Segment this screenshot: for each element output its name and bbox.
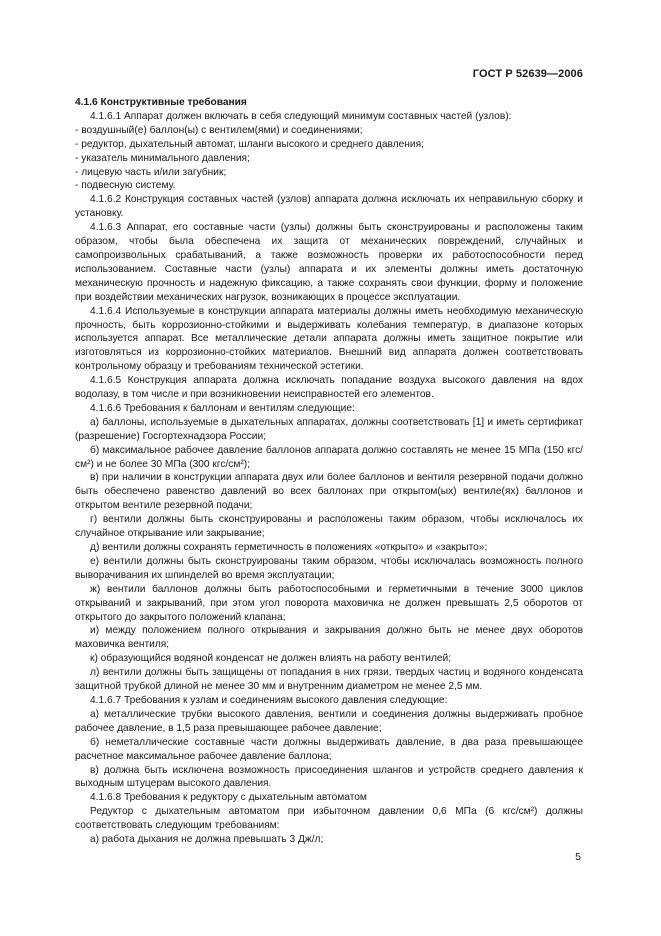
list-item: - указатель минимального давления; bbox=[75, 152, 250, 164]
list-item: - воздушный(е) баллон(ы) с вентилем(ями) и соединениями; bbox=[75, 124, 363, 136]
paragraph: 4.1.6.4 Используемые в конструкции аппарата материалы должны иметь необходимую механическую прочность, быть коррозионно-стойкими и выдерживать колебания температур, в диапазоне которых используется аппарат. Все металлические детали аппарата должны иметь защитное покрытие или изготовляться из коррозионно-стойких материалов. Внешний вид аппарата должен соответствовать контрольному образцу и требованиям технической эстетики. bbox=[75, 305, 583, 373]
paragraph: б) максимальное рабочее давление баллонов аппарата должно составлять не менее 15 МПа (150 кгс/см²) и не более 30 МПа (300 кгс/см²); bbox=[75, 444, 583, 470]
paragraph: б) неметаллические составные части должны выдерживать давление, в два раза превышающее расчетное максимальное рабочее давление баллона; bbox=[75, 736, 583, 762]
paragraph: 4.1.6.8 Требования к редуктору с дыхательным автоматом bbox=[90, 792, 367, 804]
paragraph: 4.1.6.6 Требования к баллонам и вентилям следующие: bbox=[90, 402, 355, 414]
paragraph: 4.1.6.2 Конструкция составных частей (узлов) аппарата должна исключать их неправильную сборку и установку. bbox=[75, 194, 583, 220]
paragraph: 4.1.6.5 Конструкция аппарата должна исключать попадание воздуха высокого давления на вдох водолазу, в том числе и при возникновении неисправностей его элементов. bbox=[75, 375, 583, 401]
paragraph: г) вентили должны быть сконструированы и расположены таким образом, чтобы исключалось их случайное открывание или закрывание; bbox=[75, 514, 583, 540]
paragraph: д) вентили должны сохранять герметичность в положениях «открыто» и «закрыто»; bbox=[90, 542, 488, 553]
standard-code-header: ГОСТ Р 52639—2006 bbox=[472, 68, 583, 80]
paragraph: в) при наличии в конструкции аппарата двух или более баллонов и вентиля резервной подачи должно быть обеспечено равенство давлений во всех баллонах при открытом(ых) вентиле(ях) баллонов и открытом вентиле резервной подачи; bbox=[75, 472, 583, 512]
paragraph: 4.1.6.7 Требования к узлам и соединениям высокого давления следующие: bbox=[90, 694, 448, 706]
paragraph: к) образующийся водяной конденсат не должен влиять на работу вентилей; bbox=[90, 653, 452, 665]
paragraph: в) должна быть исключена возможность присоединения шлангов и устройств среднего давления к выходным штуцерам высокого давления. bbox=[75, 764, 583, 790]
paragraph: 4.1.6.3 Аппарат, его составные части (узлы) должны быть сконструированы и расположены таким образом, чтобы была обеспечена их защита от механических повреждений, случайных и самопроизвольных срабатываний, а также возможность проверки их работоспособности перед использованием. Составные части (узлы) аппарата и их элементы должны иметь достаточную механическую прочность и надежную фиксацию, а также сохранять свои функции, форму и положение при воздействии механических нагрузок, возникающих в процессе эксплуатации. bbox=[75, 222, 583, 303]
paragraph: а) работа дыхания не должна превышать 3 Дж/л; bbox=[90, 834, 324, 846]
list-item: - лицевую часть и/или загубник; bbox=[75, 166, 227, 178]
list-item: - редуктор, дыхательный автомат, шланги высокого и среднего давления; bbox=[75, 138, 424, 150]
paragraph: а) металлические трубки высокого давления, вентили и соединения должны выдерживать пробное рабочее давление, в 1,5 раза превышающее рабочее давление; bbox=[75, 708, 583, 734]
page-number: 5 bbox=[575, 851, 581, 863]
paragraph: л) вентили должны быть защищены от попадания в них грязи, твердых частиц и водяного конденсата защитной трубкой длиной не менее 30 мм и внутренним диаметром не менее 2,5 мм. bbox=[75, 667, 583, 693]
paragraph: и) между положением полного открывания и закрывания должно быть не менее двух оборотов маховичка вентиля; bbox=[75, 625, 583, 651]
list-item: - подвесную систему. bbox=[75, 180, 176, 192]
section-heading: 4.1.6 Конструктивные требования bbox=[75, 97, 247, 108]
paragraph: а) баллоны, используемые в дыхательных аппаратах, должны соответствовать [1] и иметь сертификат (разрешение) Госгортехнадзора России; bbox=[75, 416, 583, 442]
paragraph-list bbox=[75, 110, 583, 847]
document-body bbox=[75, 96, 583, 847]
paragraph: Редуктор с дыхательным автоматом при избыточном давлении 0,6 МПа (6 кгс/см²) должны соответствовать следующим требованиям: bbox=[75, 806, 583, 832]
paragraph: е) вентили должны быть сконструированы таким образом, чтобы исключалась возможность полного выворачивания их шпинделей во время эксплуатации; bbox=[75, 555, 583, 581]
paragraph: ж) вентили баллонов должны быть работоспособными и герметичными в течение 3000 циклов открываний и закрываний, при этом угол поворота маховичка не должен превышать 2,5 оборотов от открытого до закрытого положений клапана; bbox=[75, 583, 583, 623]
paragraph: 4.1.6.1 Аппарат должен включать в себя следующий минимум составных частей (узлов): bbox=[90, 110, 512, 122]
